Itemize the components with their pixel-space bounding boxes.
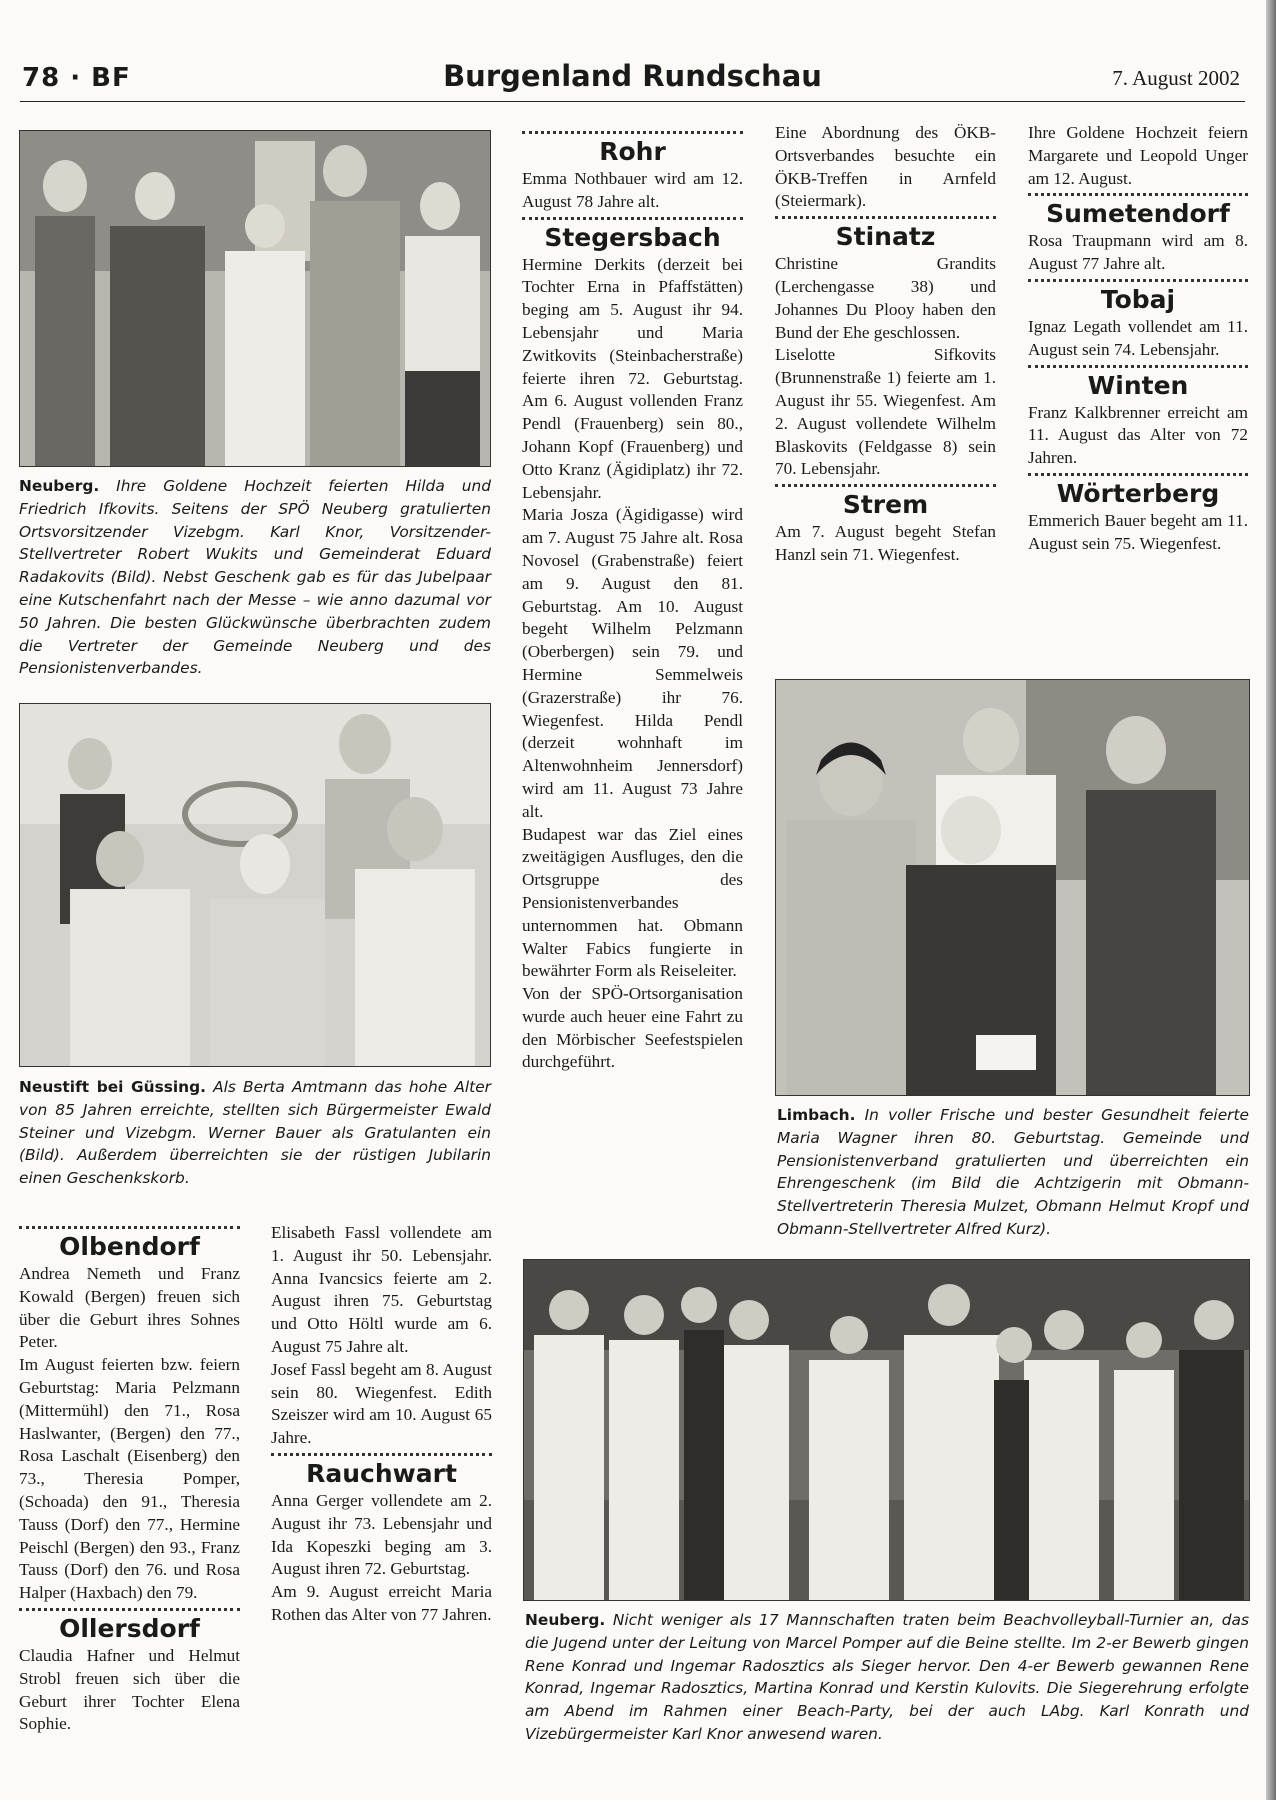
section-heading-tobaj: Tobaj — [1100, 284, 1176, 314]
column-sumetendorf-woerterberg — [1028, 122, 1248, 556]
divider — [1028, 365, 1248, 368]
ollersdorf-p1: Claudia Hafner und Helmut Strobl freuen sich über die Geburt ihrer Tochter Elena Sophie. — [19, 1645, 240, 1734]
stinatz-p2: Liselotte Sifkovits (Brunnenstraße 1) feierte am 1. August ihr 55. Wiegenfest. Am 2. August vollendete Wilhelm Blaskovits (Feldgasse 8) sein 70. Lebensjahr. — [775, 345, 996, 479]
divider — [1028, 193, 1248, 196]
section-heading-rohr: Rohr — [599, 137, 666, 166]
caption-place: Limbach. — [777, 1106, 856, 1124]
newspaper-name: Burgenland Rundschau — [443, 59, 822, 93]
page-number: 78 · BF — [22, 63, 131, 93]
column-stinatz-strem — [775, 122, 996, 567]
ollersdorf-p3: Josef Fassl begeht am 8. August sein 80. Wiegenfest. Edith Szeiszer wird am 10. August 65 Jahre. — [271, 1359, 492, 1448]
stegersbach-p3: Budapest war das Ziel eines zweitägigen Ausfluges, den die Ortsgruppe des Pensionistenverbandes unternommen hat. Obmann Walter Fabics fungierte in bewährter Form als Reiseleiter. — [522, 824, 743, 981]
section-heading-strem: Strem — [842, 490, 929, 520]
neuberg-beachvolleyball-photo — [523, 1259, 1250, 1601]
neuberg-golden-wedding-caption — [19, 475, 491, 680]
caption-text: Nicht weniger als 17 Mannschaften traten beim Beachvolleyball-Turnier an, das die Jugend unter der Leitung von Marcel Pomper auf die Beine stellte. Im 2-er Bewerb gingen Rene Konrad und Ingemar Radosztics als Sieger hervor. Den 4-er Bewerb gewannen Rene Konrad, Ingemar Radosztics, Martina Konrad und Kerstin Kulovits. Die Siegerehrung erfolgte am Abend im Rahmen einer Beach-Party, bei der auch LAbg. Karl Konrath und Vizebürgermeister Karl Knor anwesend waren. — [525, 1611, 1249, 1743]
caption-text: In voller Frische und bester Gesundheit feierte Maria Wagner ihren 80. Geburtstag. Gemeinde und Pensionistenverband gratulierten und überreichten ein Ehrengeschenk (im Bild die Achtzigerin mit Obmann-Stellvertreterin Theresia Mulzet, Obmann Helmut Kropf und Obmann-Stellvertreter Alfred Kurz). — [777, 1106, 1249, 1238]
section-heading-rauchwart: Rauchwart — [306, 1458, 457, 1488]
divider — [522, 217, 743, 220]
section-heading-woerterberg: Wörterberg — [1056, 478, 1220, 508]
divider — [1028, 473, 1248, 476]
section-heading-olbendorf: Olbendorf — [59, 1232, 200, 1261]
woerterberg-text: Emmerich Bauer begeht am 11. August sein 75. Wiegenfest. — [1028, 510, 1248, 553]
neuberg-golden-wedding-photo — [19, 130, 491, 467]
stegersbach-p2: Maria Josza (Ägidigasse) wird am 7. August 75 Jahre alt. Rosa Novosel (Grabenstraße) feiert am 9. August den 81. Geburtstag. Am 10. August begeht Wilhelm Pelzmann (Oberbergen) sein 79. und Hermine Semmelweis (Grazerstraße) ihr 76. Wiegenfest. Hilda Pendl (derzeit wohnhaft im Altenwohnheim Jennersdorf) wird am 11. August 73 Jahre alt. — [522, 505, 743, 821]
neuberg-beachvolleyball-caption — [525, 1609, 1249, 1746]
caption-text: Als Berta Amtmann das hohe Alter von 85 Jahren erreichte, stellten sich Bürgermeister Ewald Steiner und Vizebgm. Werner Bauer als Gratulanten ein (Bild). Außerdem überreichten sie der rüstigen Jubilarin einen Geschenkskorb. — [19, 1078, 491, 1188]
stinatz-p1: Christine Grandits (Lerchengasse 38) und Johannes Du Plooy haben den Bund der Ehe geschlossen. — [775, 254, 996, 342]
stegersbach-p1: Hermine Derkits (derzeit bei Tochter Erna in Pfaffstätten) beging am 5. August ihr 94. Lebensjahr und Maria Zwitkovits (Steinbacherstraße) feierte ihren 72. Geburtstag. Am 6. August vollenden Franz Pendl (Frauenberg) sein 80., Johann Kopf (Frauenberg) und Otto Kranz (Ägidiplatz) ihr 72. Lebensjahr. — [522, 254, 743, 502]
divider — [271, 1453, 492, 1456]
page-header — [20, 55, 1245, 102]
winten-text: Franz Kalkbrenner erreicht am 11. August das Alter von 72 Jahren. — [1028, 402, 1248, 468]
rauchwart-p1: Anna Gerger vollendete am 2. August ihr 73. Lebensjahr und Ida Kopeszki beging am 3. August ihren 72. Geburtstag. — [271, 1490, 492, 1579]
issue-date: 7. August 2002 — [1112, 66, 1240, 90]
divider — [19, 1226, 240, 1229]
rohr-text: Emma Nothbauer wird am 12. August 78 Jahre alt. — [522, 169, 743, 211]
oekb-text: Eine Abordnung des ÖKB-Ortsverbandes besuchte ein ÖKB-Treffen in Arnfeld (Steiermark). — [775, 123, 996, 211]
column-olbendorf-ollersdorf — [19, 1223, 240, 1736]
caption-place: Neuberg. — [19, 477, 100, 495]
limbach-birthday-photo — [775, 679, 1250, 1096]
section-heading-ollersdorf: Ollersdorf — [59, 1613, 200, 1643]
section-heading-stegersbach: Stegersbach — [544, 222, 721, 252]
caption-place: Neuberg. — [525, 1611, 606, 1629]
stegersbach-p4: Von der SPÖ-Ortsorganisation wurde auch heuer eine Fahrt zu den Mörbischer Seefestspielen durchgeführt. — [522, 984, 743, 1072]
goldene-hochzeit-text: Ihre Goldene Hochzeit feiern Margarete und Leopold Unger am 12. August. — [1028, 123, 1248, 188]
olbendorf-p2: Im August feierten bzw. feiern Geburtstag: Maria Pelzmann (Mittermühl) den 71., Rosa Haslwanter, (Bergen) den 77., Rosa Laschalt (Eisenberg) den 73., Theresia Pomper, (Schoada) den 91., Theresia Tauss (Dorf) den 77., Hermine Peischl (Bergen) den 93., Franz Tauss (Dorf) den 76. und Rosa Halper (Haxbach) den 79. — [19, 1355, 240, 1603]
page-binding-edge — [1266, 0, 1276, 1800]
limbach-birthday-caption — [777, 1104, 1249, 1241]
sumetendorf-text: Rosa Traupmann wird am 8. August 77 Jahre alt. — [1028, 231, 1248, 274]
neustift-birthday-caption — [19, 1076, 491, 1190]
ollersdorf-p2: Elisabeth Fassl vollendete am 1. August ihr 50. Lebensjahr. Anna Ivancsics feierte am 2. August ihren 75. Geburtstag und Otto Höltl wurde am 6. August 75 Jahre alt. — [271, 1223, 492, 1356]
section-heading-winten: Winten — [1087, 370, 1189, 400]
caption-place: Neustift bei Güssing. — [19, 1078, 206, 1096]
section-heading-stinatz: Stinatz — [835, 222, 936, 252]
olbendorf-p1: Andrea Nemeth und Franz Kowald (Bergen) freuen sich über die Geburt ihres Sohnes Peter. — [19, 1264, 240, 1352]
divider — [19, 1608, 240, 1611]
divider — [1028, 279, 1248, 282]
divider — [522, 131, 743, 134]
section-heading-sumetendorf: Sumetendorf — [1046, 199, 1230, 229]
rauchwart-p2: Am 9. August erreicht Maria Rothen das Alter von 77 Jahren. — [271, 1582, 492, 1624]
column-rohr-stegersbach — [522, 128, 743, 1074]
caption-text: Ihre Goldene Hochzeit feierten Hilda und Friedrich Ifkovits. Seitens der SPÖ Neuberg gratulierten Ortsvorsitzender Vizebgm. Karl Knor, Vorsitzender-Stellvertreter Robert Wukits und Gemeinderat Eduard Radakovits (Bild). Nebst Geschenk gab es für das Jubelpaar eine Kutschenfahrt nach der Messe – wie anno dazumal vor 50 Jahren. Die besten Glückwünsche überbrachten zudem die Vertreter der Gemeinde Neuberg und des Pensionistenverbandes. — [19, 477, 491, 678]
neustift-birthday-photo — [19, 703, 491, 1067]
divider — [775, 216, 996, 219]
divider — [775, 484, 996, 487]
strem-text: Am 7. August begeht Stefan Hanzl sein 71. Wiegenfest. — [775, 522, 996, 564]
column-ollersdorf-rauchwart — [271, 1222, 492, 1627]
tobaj-text: Ignaz Legath vollendet am 11. August sein 74. Lebensjahr. — [1028, 316, 1248, 359]
